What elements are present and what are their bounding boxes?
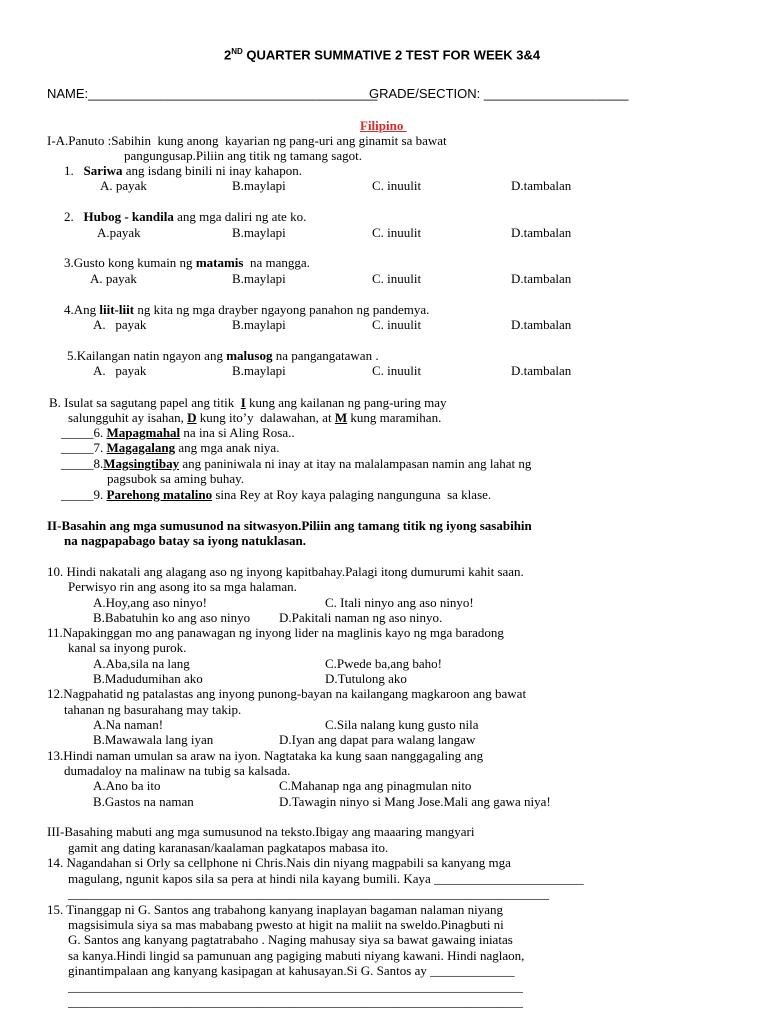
grade-section-label: GRADE/SECTION: [369,86,481,101]
partb-instruction-text-2: kung ang kailanan ng pang-uring may [245,395,447,410]
name-label: NAME: [47,86,89,101]
q4-choice-a: A. payak [93,317,147,332]
question-15-line-4: sa kanya.Hindi lingid sa pamunuan ang pagiging mabuti niyang kawani. Hindi naglaon, [68,948,525,963]
q11-choice-b: B.Madudumihan ako [93,671,203,686]
name-blank: ________________________________________ [88,86,378,101]
part1-instruction: I-A.Panuto :Sabihin kung anong kayarian ng pang-uri ang ginamit sa bawat [47,133,447,148]
q12-choice-b: B.Mawawala lang iyan [93,732,214,747]
question-6-blank: _____6. [61,425,107,440]
grade-section-blank: ____________________ [480,86,629,101]
q12-choice-d: D.Iyan ang dapat para walang langaw [279,732,476,747]
q10-choice-b: B.Babatuhin ko ang aso ninyo [93,610,251,625]
partb-letter-m: M [334,410,348,425]
q5-choice-d: D.tambalan [511,363,572,378]
question-7-text: ang mga anak niya. [175,440,280,455]
q1-choice-b: B.maylapi [232,178,286,193]
q4-choice-c: C. inuulit [372,317,422,332]
question-1-keyword: Sariwa [83,163,123,178]
part2-instruction-cont: na nagpapabago batay sa iyong natuklasan. [64,533,307,548]
q5-choice-b: B.maylapi [232,363,286,378]
q10-choice-c: C. Itali ninyo ang aso ninyo! [325,595,474,610]
q1-choice-d: D.tambalan [511,178,572,193]
q12-choice-a: A.Na naman! [93,717,164,732]
partb-instruction-text-3: salungguhit ay isahan, [68,410,188,425]
question-4-text: ng kita ng mga drayber ngayong panahon ng pandemya. [134,302,430,317]
question-5-keyword: malusog [226,348,273,363]
q11-choice-a: A.Aba,sila na lang [93,656,190,671]
q13-choice-a: A.Ano ba ito [93,778,161,793]
partb-instruction-text-5: kung maramihan. [347,410,442,425]
part3-instruction: III-Basahing mabuti ang mga sumusunod na teksto.Ibigay ang maaaring mangyari [47,824,475,839]
partb-instruction-text: B. Isulat sa sagutang papel ang titik [49,395,241,410]
title-superscript: ND [231,47,243,56]
q13-choice-b: B.Gastos na naman [93,794,194,809]
question-7-keyword: Magagalang [106,440,176,455]
q5-choice-c: C. inuulit [372,363,422,378]
q2-choice-a: A.payak [97,225,141,240]
q2-choice-d: D.tambalan [511,225,572,240]
question-3-text: na mangga. [243,255,310,270]
partb-instruction-text-4: kung ito’y dalawahan, at [196,410,335,425]
question-8-cont: pagsubok sa aming buhay. [107,471,245,486]
partb-letter-d: D [187,410,197,425]
q3-choice-a: A. payak [90,271,137,286]
q4-choice-d: D.tambalan [511,317,572,332]
question-5 [67,348,379,363]
question-3-keyword: matamis [195,255,244,270]
question-2-keyword-2: kandila [131,209,174,224]
page-title [224,44,540,62]
question-1-number: 1. [64,163,84,178]
q2-choice-c: C. inuulit [372,225,422,240]
question-1 [64,163,302,178]
q2-choice-b: B.maylapi [232,225,286,240]
question-6 [61,425,295,440]
question-15-line-3: G. Santos ang kanyang pagtatrabaho . Naging mahusay siya sa bawat gawaing iniatas [68,932,513,947]
q3-choice-b: B.maylapi [232,271,286,286]
question-13-cont: dumadaloy na malinaw na tubig sa kalsada. [64,763,291,778]
q1-choice-a: A. payak [100,178,147,193]
question-11-cont: kanal sa inyong purok. [68,640,187,655]
q10-choice-a: A.Hoy,ang aso ninyo! [93,595,207,610]
grade-section-field [369,86,628,101]
name-field [47,86,377,101]
question-9-keyword: Parehong matalino [106,487,213,502]
question-13: 13.Hindi naman umulan sa araw na iyon. Nagtataka ka kung saan nanggagaling ang [47,748,484,763]
question-2-keyword-1: Hubog [83,209,122,224]
partb-letter-i: I [240,395,246,410]
question-4-keyword: liit-liit [99,302,135,317]
question-6-keyword: Mapagmahal [106,425,181,440]
question-3 [64,255,310,270]
question-7-blank: _____7. [61,440,107,455]
question-6-text: na ina si Aling Rosa.. [180,425,295,440]
question-7 [61,440,279,455]
answer-line-15b: ______________________________________________________________________ [68,994,523,1009]
question-14: 14. Nagandahan si Orly sa cellphone ni Chris.Nais din niyang magpabili sa kanyang mga [47,855,511,870]
title-text: QUARTER SUMMATIVE 2 TEST FOR WEEK 3&4 [242,47,541,63]
question-8 [61,456,531,471]
question-5-text: na pangangatawan . [272,348,379,363]
q3-choice-c: C. inuulit [372,271,422,286]
question-8-text: ang paniniwala ni inay at itay na malalampasan namin ang lahat ng [179,456,532,471]
question-15: 15. Tinanggap ni G. Santos ang trabahong kanyang inaplayan bagaman nalaman niyang [47,902,503,917]
question-9-text: sina Rey at Roy kaya palaging nangunguna sa klase. [212,487,492,502]
q12-choice-c: C.Sila nalang kung gusto nila [325,717,479,732]
partb-instruction-cont [68,410,441,425]
question-2 [64,209,306,224]
question-15-line-5: ginantimpalaan ang kanyang kasipagan at kahusayan.Si G. Santos ay _____________ [68,963,515,978]
answer-line-15a: ______________________________________________________________________ [68,979,523,994]
q10-choice-d: D.Pakitali naman ng aso ninyo. [279,610,443,625]
part1-instruction-cont: pangungusap.Piliin ang titik ng tamang sagot. [124,148,362,163]
subject-heading: Filipino [360,118,407,133]
question-12: 12.Nagpahatid ng patalastas ang inyong punong-bayan na kailangang magkaroon ang bawat [47,686,527,701]
partb-instruction [49,395,447,410]
part2-instruction: II-Basahin ang mga sumusunod na sitwasyon.Piliin ang tamang titik ng iyong sasabihin [47,518,532,533]
question-5-text-start: 5.Kailangan natin ngayon ang [67,348,227,363]
q11-choice-c: C.Pwede ba,ang baho! [325,656,442,671]
question-14-cont: magulang, ngunit kapos sila sa pera at hindi nila kayang bumili. Kaya _______________________ [68,871,584,886]
part3-instruction-cont: gamit ang dating karanasan/kaalaman pagkatapos mabasa ito. [68,840,389,855]
q13-choice-d: D.Tawagin ninyo si Mang Jose.Mali ang gawa niya! [279,794,551,809]
q11-choice-d: D.Tutulong ako [325,671,407,686]
q13-choice-c: C.Mahanap nga ang pinagmulan nito [279,778,472,793]
answer-line-14: __________________________________________________________________________ [68,886,549,901]
question-1-text: ang isdang binili ni inay kahapon. [122,163,302,178]
q5-choice-a: A. payak [93,363,147,378]
question-4-text-start: 4.Ang [64,302,100,317]
question-12-cont: tahanan ng basurahang may takip. [64,702,242,717]
question-2-text: ang mga daliri ng ate ko. [173,209,307,224]
q1-choice-c: C. inuulit [372,178,422,193]
q4-choice-b: B.maylapi [232,317,286,332]
title-number: 2 [224,47,232,63]
question-4 [64,302,429,317]
q3-choice-d: D.tambalan [511,271,572,286]
question-2-hyphen: - [121,209,132,224]
question-8-blank: _____8. [61,456,104,471]
question-9-blank: _____9. [61,487,107,502]
question-9 [61,487,491,502]
question-11: 11.Napakinggan mo ang panawagan ng inyong lider na maglinis kayo ng mga baradong [47,625,504,640]
question-2-number: 2. [64,209,84,224]
question-10: 10. Hindi nakatali ang alagang aso ng inyong kapitbahay.Palagi itong dumurumi kahit saan. [47,564,524,579]
question-10-cont: Perwisyo rin ang asong ito sa mga halaman. [68,579,297,594]
question-8-keyword: Magsingtibay [103,456,180,471]
question-3-text-start: 3.Gusto kong kumain ng [64,255,196,270]
question-15-line-2: magsisimula siya sa mas mababang pwesto at higit na maliit na sweldo.Pinagbuti ni [68,917,504,932]
